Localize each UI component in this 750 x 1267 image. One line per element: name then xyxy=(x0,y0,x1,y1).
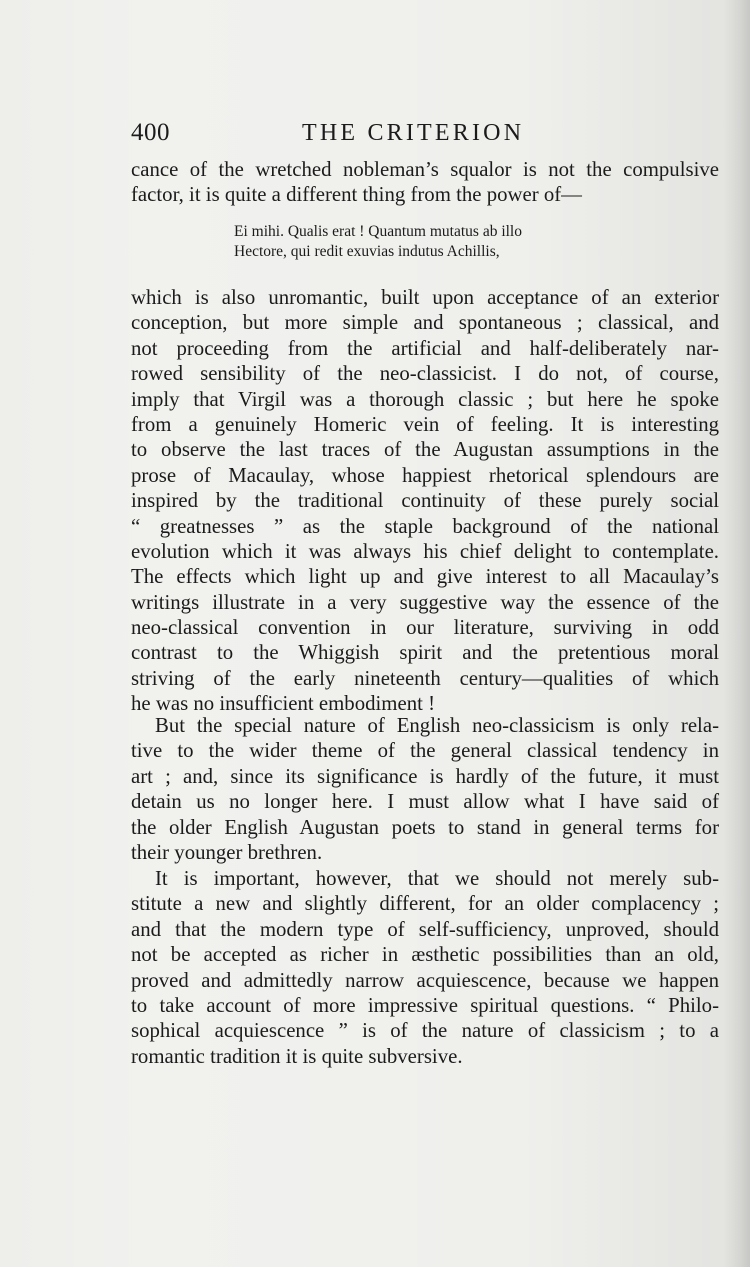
text-line: sophical acquiescence ” is of the nature of classicism ; to a xyxy=(131,1019,719,1043)
text-line: not be accepted as richer in æsthetic possibilities than an old, xyxy=(131,943,719,967)
text-line: It is important, however, that we should not merely sub- xyxy=(155,867,719,890)
text-line: “ greatnesses ” as the staple background of the national xyxy=(131,514,719,538)
page-number: 400 xyxy=(131,119,170,146)
text-line: tive to the wider theme of the general classical tendency in xyxy=(131,739,719,763)
text-line: not proceeding from the artificial and half-deliberately nar- xyxy=(131,336,719,360)
latin-quotation xyxy=(234,222,522,262)
text-line: art ; and, since its significance is hardly of the future, it must xyxy=(131,764,719,788)
text-line: romantic tradition it is quite subversive. xyxy=(131,1044,463,1068)
text-line: The effects which light up and give interest to all Macaulay’s xyxy=(131,565,719,589)
text-line: neo-classical convention in our literature, surviving in odd xyxy=(131,616,719,640)
text-line: detain us no longer here. I must allow what I have said of xyxy=(131,790,719,814)
paragraph-2 xyxy=(131,285,719,717)
text-line: to observe the last traces of the Augustan assumptions in the xyxy=(131,438,719,462)
text-line: writings illustrate in a very suggestive way the essence of the xyxy=(131,590,719,614)
paragraph-1 xyxy=(131,157,719,208)
text-line: to take account of more impressive spiritual questions. “ Philo- xyxy=(131,993,719,1017)
page-header xyxy=(131,116,719,150)
text-line: and that the modern type of self-sufficiency, unproved, should xyxy=(131,917,719,941)
paragraph-4 xyxy=(131,866,719,1069)
text-line: inspired by the traditional continuity of these purely social xyxy=(131,489,719,513)
paragraph-3 xyxy=(131,713,719,865)
quotation-line: Ei mihi. Qualis erat ! Quantum mutatus ab illo xyxy=(234,223,522,240)
text-line: which is also unromantic, built upon acceptance of an exterior xyxy=(131,286,719,309)
text-line: cance of the wretched nobleman’s squalor is not the compulsive xyxy=(131,158,719,181)
text-line: rowed sensibility of the neo-classicist. I do not, of course, xyxy=(131,362,719,386)
text-line: he was no insufficient embodiment ! xyxy=(131,692,435,716)
text-line: But the special nature of English neo-classicism is only rela- xyxy=(155,714,719,737)
running-title: THE CRITERION xyxy=(302,120,525,146)
text-line: proved and admittedly narrow acquiescence, because we happen xyxy=(131,968,719,992)
text-line: factor, it is quite a different thing from the power of— xyxy=(131,183,582,207)
text-line: evolution which it was always his chief delight to contemplate. xyxy=(131,539,719,563)
quotation-line: Hectore, qui redit exuvias indutus Achillis, xyxy=(234,243,500,260)
text-line: contrast to the Whiggish spirit and the pretentious moral xyxy=(131,641,719,665)
text-line: from a genuinely Homeric vein of feeling. It is interesting xyxy=(131,412,719,436)
text-line: conception, but more simple and spontaneous ; classical, and xyxy=(131,311,719,335)
text-line: prose of Macaulay, whose happiest rhetorical splendours are xyxy=(131,463,719,487)
text-line: their younger brethren. xyxy=(131,840,323,864)
text-line: imply that Virgil was a thorough classic ; but here he spoke xyxy=(131,387,719,411)
text-line: the older English Augustan poets to stand in general terms for xyxy=(131,815,719,839)
page-edge-shadow xyxy=(724,0,750,1267)
text-line: striving of the early nineteenth century—qualities of which xyxy=(131,666,719,690)
text-line: stitute a new and slightly different, for an older complacency ; xyxy=(131,892,719,916)
